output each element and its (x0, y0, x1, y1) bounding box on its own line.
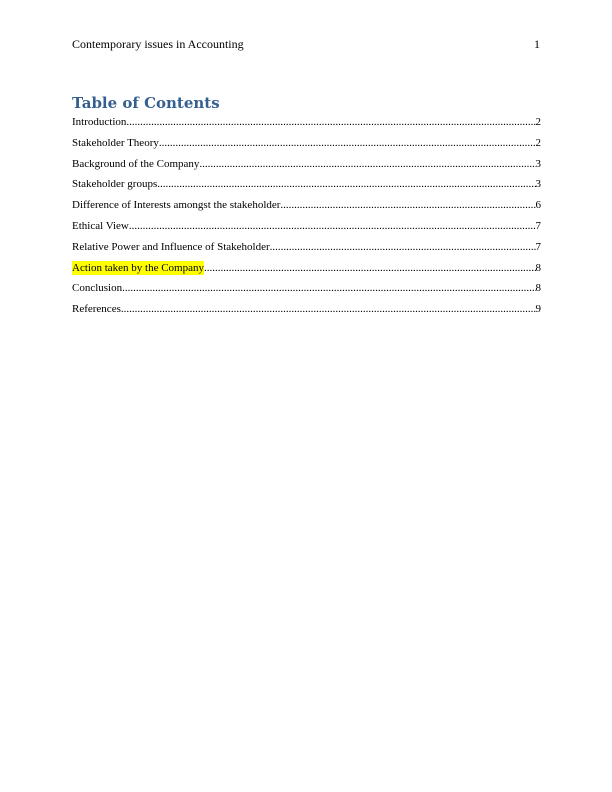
toc-entry-conclusion[interactable] (72, 281, 541, 302)
toc-entry-label: References (72, 303, 121, 316)
toc-dot-leader (159, 136, 536, 150)
page-header (72, 37, 540, 51)
toc-entry-label: Background of the Company (72, 157, 200, 170)
toc-dot-leader (129, 219, 536, 233)
toc-entry-background[interactable] (72, 157, 541, 178)
toc-entry-stakeholder-theory[interactable] (72, 136, 541, 157)
toc-entry-label: Stakeholder groups (72, 178, 158, 191)
header-title: Contemporary issues in Accounting (72, 37, 244, 51)
toc-dot-leader (122, 281, 535, 295)
toc-entry-introduction[interactable] (72, 115, 541, 136)
toc-dot-leader (157, 177, 535, 191)
toc-entry-label: Introduction (72, 116, 127, 128)
toc-dot-leader (280, 198, 535, 212)
toc-entry-ethical-view[interactable] (72, 219, 541, 240)
toc-entry-label: Difference of Interests amongst the stakeholder (72, 199, 281, 212)
table-of-contents (72, 115, 541, 323)
toc-heading: Table of Contents (72, 94, 220, 112)
toc-entry-page: 3 (535, 157, 541, 170)
toc-entry-references[interactable] (72, 302, 541, 323)
toc-entry-page: 2 (535, 136, 541, 149)
toc-dot-leader (126, 115, 535, 129)
toc-entry-label: Ethical View (72, 219, 129, 232)
toc-entry-page: 8 (535, 282, 541, 295)
toc-entry-action-taken[interactable] (72, 261, 541, 282)
toc-entry-label: Stakeholder Theory (72, 136, 159, 149)
toc-dot-leader (204, 261, 536, 275)
toc-entry-stakeholder-groups[interactable] (72, 177, 541, 198)
toc-entry-difference-of-interests[interactable] (72, 198, 541, 219)
toc-entry-label-highlighted: Action taken by the Company (72, 261, 204, 274)
toc-entry-relative-power[interactable] (72, 240, 541, 261)
toc-entry-label: Conclusion (72, 282, 123, 295)
toc-entry-page: 7 (535, 240, 541, 253)
toc-dot-leader (199, 157, 535, 171)
toc-dot-leader (270, 240, 536, 254)
toc-dot-leader (121, 302, 536, 316)
header-page-number: 1 (534, 37, 540, 51)
toc-entry-page: 9 (535, 303, 541, 316)
toc-entry-page: 8 (535, 261, 541, 274)
toc-entry-page: 2 (535, 116, 541, 128)
toc-entry-page: 6 (535, 199, 541, 212)
toc-entry-page: 3 (535, 178, 541, 191)
toc-entry-label: Relative Power and Influence of Stakeholder (72, 240, 270, 253)
toc-entry-page: 7 (535, 219, 541, 232)
